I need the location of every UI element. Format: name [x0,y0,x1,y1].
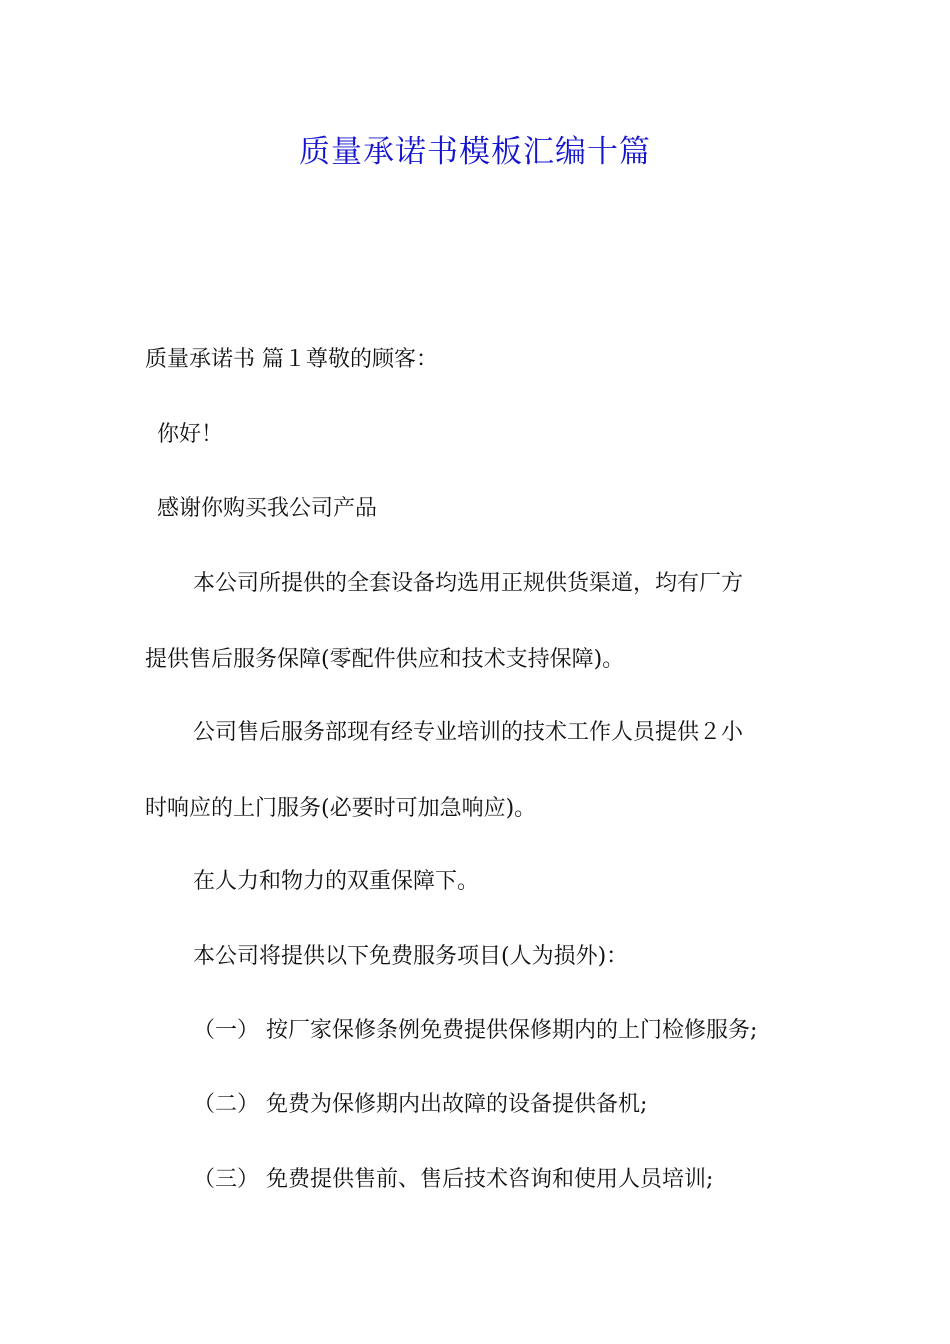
paragraph-line: 本公司所提供的全套设备均选用正规供货渠道，均有厂方 [193,571,744,596]
greeting-line: 你好！ [157,422,224,447]
list-item: （三） 免费提供售前、售后技术咨询和使用人员培训; [193,1167,714,1192]
paragraph-line: 本公司将提供以下免费服务项目(人为损外)： [193,944,629,969]
paragraph-line: 提供售后服务保障(零配件供应和技术支持保障)。 [145,647,625,672]
list-item: （一） 按厂家保修条例免费提供保修期内的上门检修服务; [193,1018,758,1043]
document-title: 质量承诺书模板汇编十篇 [299,134,651,170]
salutation-line: 质量承诺书 篇１尊敬的顾客： [145,347,438,372]
paragraph-line: 在人力和物力的双重保障下。 [193,869,480,894]
paragraph-line: 时响应的上门服务(必要时可加急响应)。 [145,796,537,821]
list-item: （二） 免费为保修期内出故障的设备提供备机; [193,1092,648,1117]
paragraph-line: 公司售后服务部现有经专业培训的技术工作人员提供２小 [193,720,744,745]
thanks-line: 感谢你购买我公司产品 [157,496,378,521]
